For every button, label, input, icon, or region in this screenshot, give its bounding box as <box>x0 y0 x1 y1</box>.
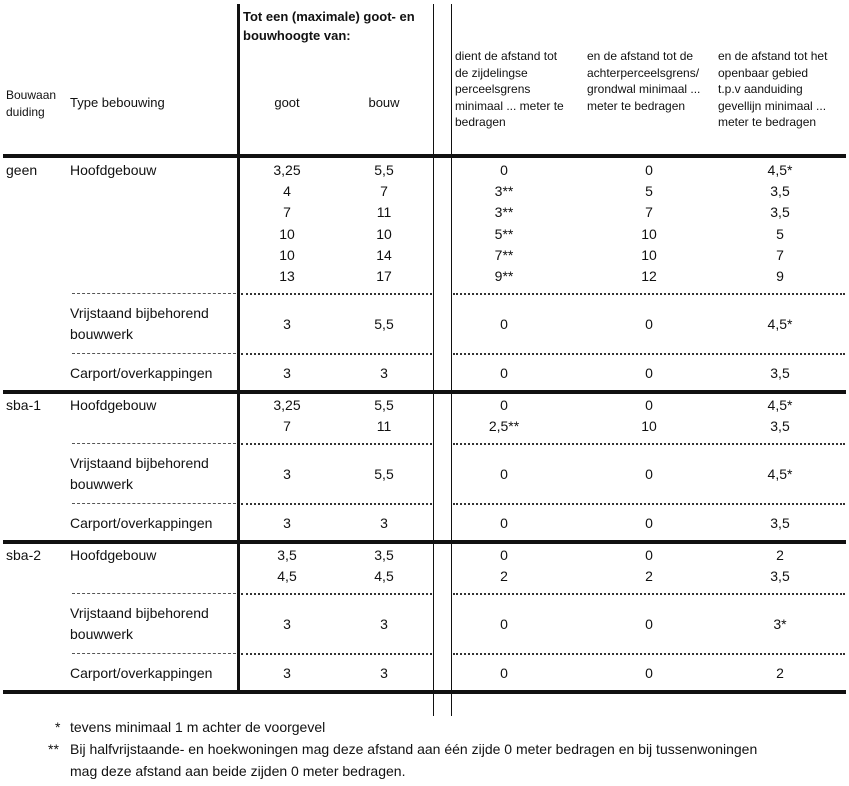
cell-open: 2 <box>776 665 784 682</box>
cell-bouw: 10 <box>376 225 392 242</box>
header-line: en de afstand tot de <box>587 49 694 63</box>
cell-bouw: 17 <box>376 268 392 284</box>
group-divider-distance <box>453 293 845 295</box>
cell-achter: 0 <box>645 466 653 483</box>
type-line: bouwwerk <box>70 326 134 343</box>
cell-zij: 3** <box>494 183 514 200</box>
header-line: minimaal ... meter te <box>455 98 564 113</box>
type-line: Vrijstaand bijbehorend <box>70 305 209 322</box>
cell-open: 4,5* <box>767 162 793 178</box>
group-divider-distance <box>453 443 845 445</box>
cell-zij: 7** <box>494 246 514 263</box>
cell-bouw: 4,5 <box>374 568 394 585</box>
section-code: sba-1 <box>6 397 42 413</box>
footnote-text: mag deze afstand aan beide zijden 0 meter bedragen. <box>70 763 406 779</box>
cell-goot: 10 <box>279 246 295 263</box>
cell-zij: 3** <box>494 204 514 221</box>
footnote-mark: * <box>55 719 61 735</box>
header-line: t.p.v aanduiding <box>718 82 803 96</box>
section-code: sba-2 <box>6 547 42 563</box>
type-line: bouwwerk <box>70 476 134 493</box>
cell-goot: 4,5 <box>277 568 297 585</box>
header-goot: goot <box>274 95 300 110</box>
header-line: en de afstand tot het <box>718 49 828 63</box>
group-divider-height <box>241 443 432 445</box>
type-bebouwing-label <box>70 395 156 416</box>
column-divider-mid-b <box>451 4 452 716</box>
cell-bouw: 11 <box>376 204 392 221</box>
group-divider-distance <box>453 503 845 505</box>
cell-achter: 10 <box>641 418 657 435</box>
header-line: de zijdelingse <box>455 65 528 80</box>
cell-open: 3,5 <box>770 568 790 585</box>
cell-zij: 0 <box>500 162 508 178</box>
header-bouw: bouw <box>368 95 400 110</box>
cell-achter: 0 <box>645 616 653 633</box>
type-bebouwing-label <box>70 603 209 645</box>
cell-goot: 3,25 <box>273 162 301 178</box>
cell-goot: 3 <box>283 665 291 682</box>
cell-bouw: 14 <box>376 246 392 263</box>
footnote-text: Bij halfvrijstaande- en hoekwoningen mag deze afstand aan één zijde 0 meter bedragen en bij tussenwoningen <box>70 741 758 757</box>
header-line: achterperceelsgrens/ <box>587 65 700 80</box>
type-bebouwing-label <box>70 545 156 566</box>
cell-achter: 0 <box>645 365 653 382</box>
cell-bouw: 3 <box>380 365 388 382</box>
cell-open: 3,5 <box>770 515 790 532</box>
cell-bouw: 11 <box>376 418 392 435</box>
header-bottom-rule <box>3 154 846 158</box>
cell-goot: 13 <box>279 268 295 284</box>
header-line: perceelsgrens <box>455 82 531 96</box>
group-divider-type <box>72 293 236 294</box>
cell-zij: 0 <box>500 316 508 333</box>
type-bebouwing-label <box>70 303 209 345</box>
cell-zij: 2 <box>500 568 508 585</box>
cell-bouw: 3 <box>380 616 388 633</box>
cell-achter: 7 <box>645 204 653 221</box>
cell-zij: 0 <box>500 466 508 483</box>
group-divider-height <box>241 653 432 655</box>
cell-open: 4,5* <box>767 466 793 483</box>
cell-zij: 5** <box>494 225 514 242</box>
group-divider-height <box>241 293 432 295</box>
cell-bouw: 5,5 <box>374 397 394 413</box>
cell-open: 9 <box>776 268 784 284</box>
cell-achter: 5 <box>645 183 653 200</box>
cell-goot: 10 <box>279 225 295 242</box>
group-divider-distance <box>453 653 845 655</box>
cell-goot: 3 <box>283 466 291 483</box>
cell-goot: 4 <box>283 183 291 200</box>
type-bebouwing-label <box>70 363 212 384</box>
cell-zij: 9** <box>494 268 514 284</box>
cell-zij: 2,5** <box>488 418 520 435</box>
cell-zij: 0 <box>500 616 508 633</box>
footnote-mark: ** <box>48 741 59 757</box>
cell-zij: 0 <box>500 665 508 682</box>
section-bottom-rule <box>3 540 846 544</box>
type-line: Carport/overkappingen <box>70 515 213 532</box>
cell-bouw: 5,5 <box>374 466 394 483</box>
cell-achter: 10 <box>641 246 657 263</box>
cell-open: 2 <box>776 547 784 563</box>
group-divider-height <box>241 593 432 595</box>
cell-bouw: 3 <box>380 665 388 682</box>
type-line: Hoofdgebouw <box>70 547 157 563</box>
header-line: gevellijn minimaal ... <box>718 98 827 113</box>
cell-goot: 7 <box>283 204 291 221</box>
cell-goot: 3 <box>283 616 291 633</box>
type-line: Vrijstaand bijbehorend <box>70 605 209 622</box>
group-divider-type <box>72 353 236 354</box>
group-divider-distance <box>453 593 845 595</box>
header-line: meter te bedragen <box>718 115 817 129</box>
header-type-bebouwing: Type bebouwing <box>70 95 165 110</box>
cell-open: 3,5 <box>770 183 790 200</box>
cell-open: 4,5* <box>767 397 793 413</box>
cell-achter: 2 <box>645 568 653 585</box>
type-line: Carport/overkappingen <box>70 365 213 382</box>
header-zijdelingse-perceelsgrens <box>455 48 564 131</box>
cell-achter: 0 <box>645 397 653 413</box>
group-divider-distance <box>453 353 845 355</box>
header-line: grondwal minimaal ... <box>587 82 701 96</box>
column-divider-left <box>237 4 240 692</box>
cell-goot: 3,5 <box>277 547 297 563</box>
header-group-title: Tot een (maximale) goot- en bouwhoogte van: <box>243 9 415 43</box>
cell-achter: 0 <box>645 515 653 532</box>
cell-zij: 0 <box>500 547 508 563</box>
cell-achter: 10 <box>641 225 657 242</box>
type-bebouwing-label <box>70 160 156 181</box>
cell-open: 3,5 <box>770 365 790 382</box>
cell-goot: 3,25 <box>273 397 301 413</box>
cell-goot: 7 <box>283 418 291 435</box>
cell-goot: 3 <box>283 365 291 382</box>
cell-bouw: 5,5 <box>374 316 394 333</box>
group-divider-type <box>72 593 236 594</box>
type-line: Hoofdgebouw <box>70 162 157 178</box>
footnote-text: tevens minimaal 1 m achter de voorgevel <box>70 719 326 735</box>
cell-zij: 0 <box>500 515 508 532</box>
cell-bouw: 5,5 <box>374 162 394 178</box>
cell-goot: 3 <box>283 515 291 532</box>
cell-bouw: 3 <box>380 515 388 532</box>
cell-achter: 0 <box>645 547 653 563</box>
section-bottom-rule <box>3 390 846 394</box>
cell-achter: 0 <box>645 665 653 682</box>
type-line: Carport/overkappingen <box>70 665 213 682</box>
cell-open: 3* <box>773 616 787 633</box>
type-bebouwing-label <box>70 513 212 534</box>
cell-bouw: 7 <box>380 183 388 200</box>
header-line: dient de afstand tot <box>455 49 558 63</box>
cell-achter: 0 <box>645 316 653 333</box>
header-line: openbaar gebied <box>718 65 809 80</box>
group-divider-type <box>72 443 236 444</box>
header-line: bedragen <box>455 115 506 129</box>
header-line: meter te bedragen <box>587 98 686 113</box>
type-line: Vrijstaand bijbehorend <box>70 455 209 472</box>
section-code: geen <box>6 162 38 178</box>
cell-open: 5 <box>776 225 784 242</box>
cell-open: 7 <box>776 246 784 263</box>
cell-open: 4,5* <box>767 316 793 333</box>
cell-goot: 3 <box>283 316 291 333</box>
header-achterperceelsgrens <box>587 48 700 114</box>
cell-zij: 0 <box>500 397 508 413</box>
group-divider-type <box>72 653 236 654</box>
header-openbaar-gebied <box>718 48 827 131</box>
group-divider-type <box>72 503 236 504</box>
type-bebouwing-label <box>70 663 212 684</box>
group-divider-height <box>241 503 432 505</box>
cell-achter: 0 <box>645 162 653 178</box>
cell-open: 3,5 <box>770 418 790 435</box>
header-bouwaanduiding: Bouwaan duiding <box>6 88 57 119</box>
cell-zij: 0 <box>500 365 508 382</box>
column-divider-mid-a <box>433 4 434 716</box>
cell-open: 3,5 <box>770 204 790 221</box>
section-bottom-rule <box>3 690 846 694</box>
type-line: Hoofdgebouw <box>70 397 157 413</box>
cell-achter: 12 <box>641 268 657 284</box>
type-line: bouwwerk <box>70 626 134 643</box>
type-bebouwing-label <box>70 453 209 495</box>
group-divider-height <box>241 353 432 355</box>
cell-bouw: 3,5 <box>374 547 394 563</box>
